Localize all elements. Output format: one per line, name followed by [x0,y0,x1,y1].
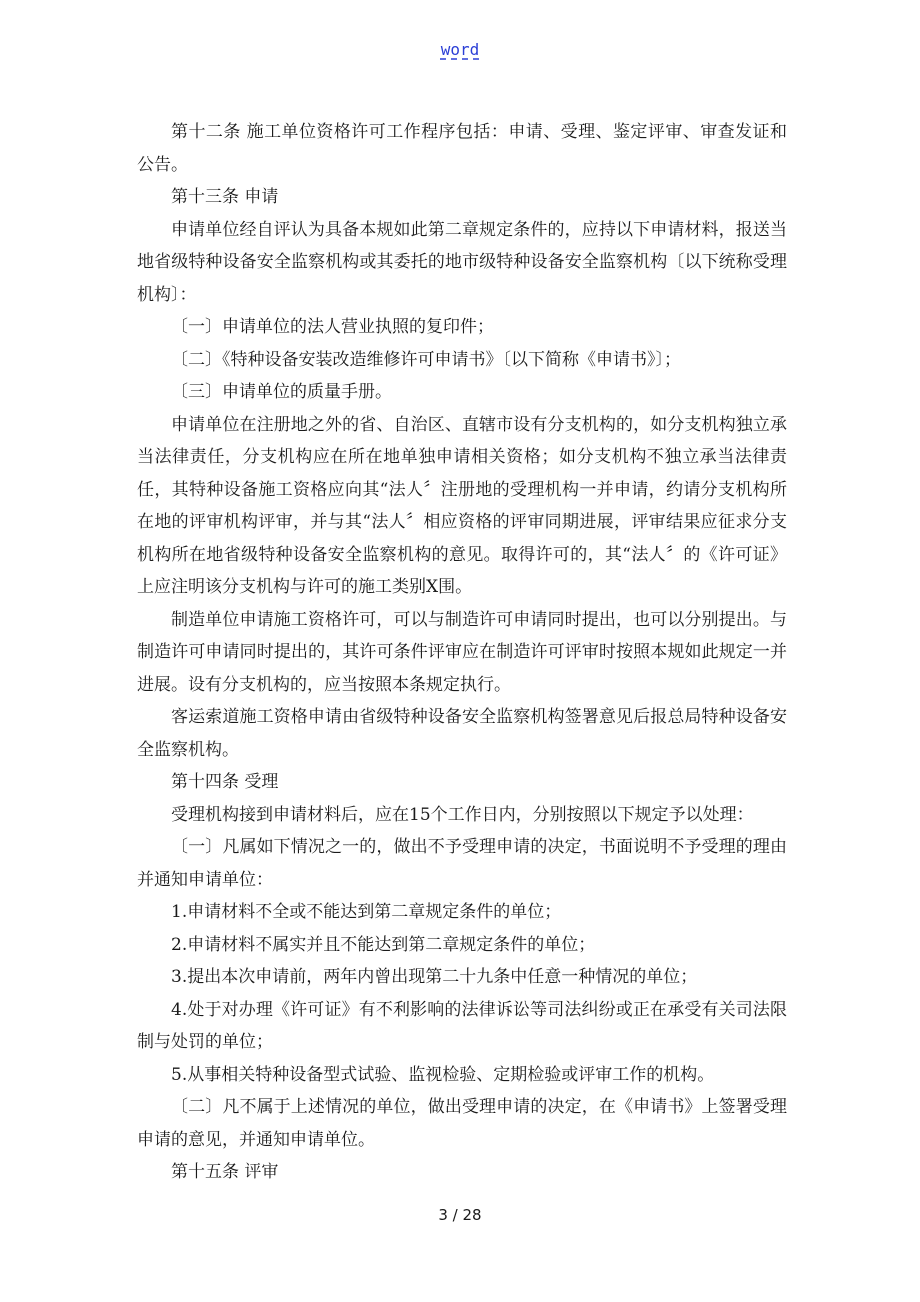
paragraph-branch-institutions: 申请单位在注册地之外的省、自治区、直辖市设有分支机构的，如分支机构独立承当法律责任，分支机构应在所在地单独申请相关资格；如分支机构不独立承当法律责任，其特种设备施工资格应向其“法人〞注册地的受理机构一并申请，约请分支机构所在地的评审机构评审，并与其“法人〞相应资格的评审同期进展，评审结果应征求分支机构所在地省级特种设备安全监察机构的意见。取得许可的，其“法人〞的《许可证》上应注明该分支机构与许可的施工类别X围。 [137,414,787,597]
list-item-2: 〔二〕《特种设备安装改造维修许可申请书》〔以下简称《申请书》〕； [171,349,681,370]
paragraph-manufacturing-units: 制造单位申请施工资格许可，可以与制造许可申请同时提出，也可以分别提出。与制造许可申请同时提出的，其许可条件评审应在制造许可评审时按照本规如此规定一并进展。设有分支机构的，应当按照本条规定执行。 [137,609,787,695]
numbered-item-4: 4.处于对办理《许可证》有不利影响的法律诉讼等司法纠纷或正在承受有关司法限制与处罚的单位； [137,999,787,1052]
list-item-rejection: 〔一〕凡属如下情况之一的，做出不予受理申请的决定，书面说明不予受理的理由并通知申请单位： [137,837,787,890]
header-word-link[interactable]: word [440,40,480,59]
numbered-item-1: 1.申请材料不全或不能达到第二章规定条件的单位； [171,902,562,922]
list-item-1: 〔一〕申请单位的法人营业执照的复印件； [171,317,494,337]
heading-article-14: 第十四条 受理 [171,772,279,792]
list-item-3: 〔三〕申请单位的质量手册。 [171,382,392,402]
paragraph-application-intro: 申请单位经自评认为具备本规如此第二章规定条件的，应持以下申请材料，报送当地省级特种设备安全监察机构或其委托的地市级特种设备安全监察机构〔以下统称受理机构〕： [137,219,787,305]
heading-article-15: 第十五条 评审 [171,1162,279,1182]
numbered-item-3: 3.提出本次申请前，两年内曾出现第二十九条中任意一种情况的单位； [171,967,698,987]
page-number: 3 / 28 [438,1206,482,1224]
numbered-item-2: 2.申请材料不属实并且不能达到第二章规定条件的单位； [171,934,596,955]
document-body [137,116,787,1189]
numbered-item-5: 5.从事相关特种设备型式试验、监视检验、定期检验或评审工作的机构。 [171,1064,715,1085]
paragraph-article-12: 第十二条 施工单位资格许可工作程序包括：申请、受理、鉴定评审、审查发证和公告。 [137,122,787,175]
heading-article-13: 第十三条 申请 [171,187,279,207]
paragraph-acceptance-intro: 受理机构接到申请材料后，应在15个工作日内，分别按照以下规定予以处理： [171,804,754,825]
list-item-acceptance: 〔二〕凡不属于上述情况的单位，做出受理申请的决定，在《申请书》上签署受理申请的意见，并通知申请单位。 [137,1097,787,1150]
paragraph-ropeway: 客运索道施工资格申请由省级特种设备安全监察机构签署意见后报总局特种设备安全监察机构。 [137,707,787,760]
